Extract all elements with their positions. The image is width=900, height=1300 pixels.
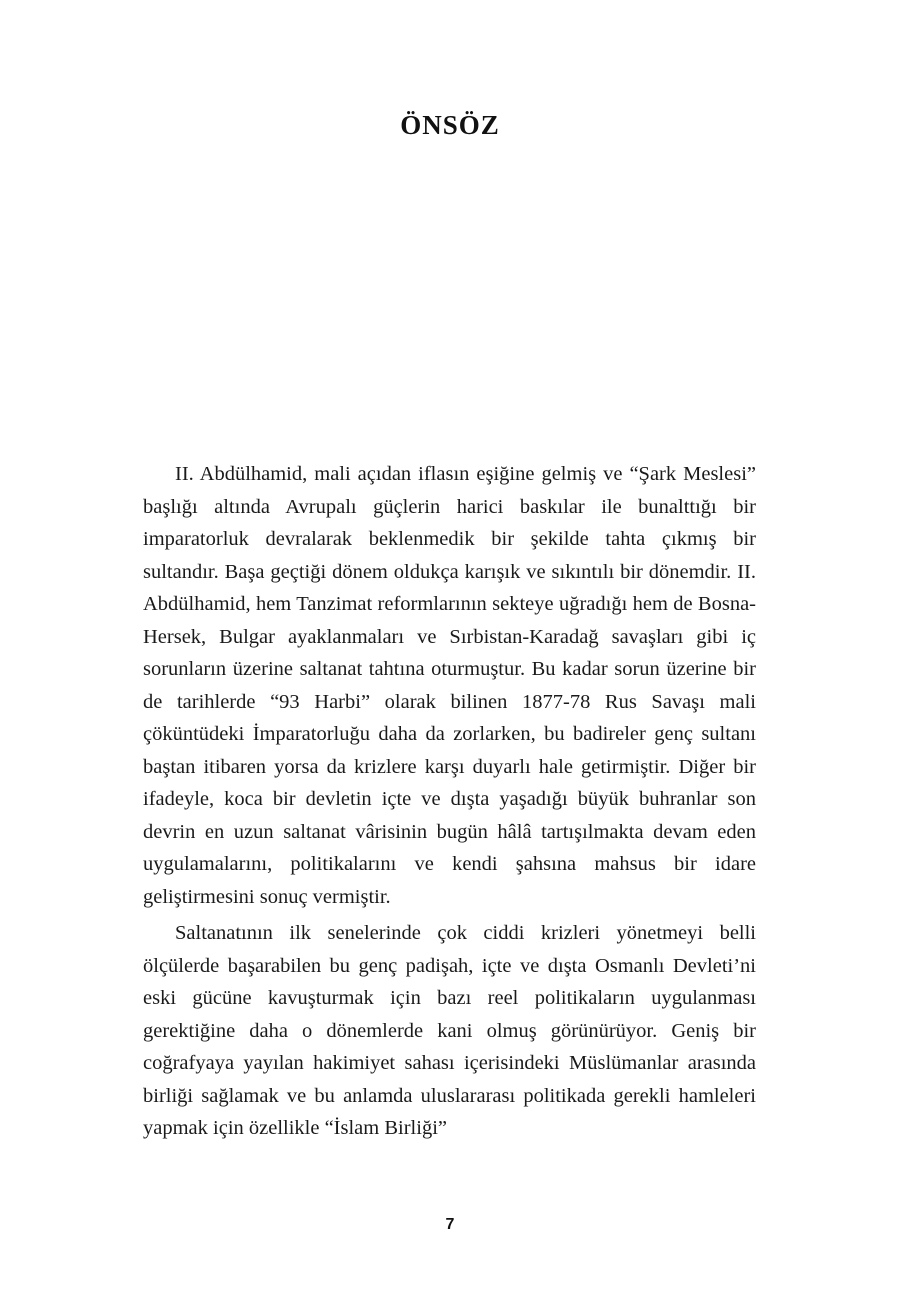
paragraph-1: II. Abdülhamid, mali açıdan iflasın eşiğine gelmiş ve “Şark Meslesi” başlığı altında Avrupalı güçlerin harici baskılar ile bunalttığı bir imparatorluk devralarak beklenmedik bir şekilde tahta çıkmış bir sultandır. Başa geçtiği dönem oldukça karışık ve sıkıntılı bir dönemdir. II. Abdülhamid, hem Tanzimat reformlarının sekteye uğradığı hem de Bosna-Hersek, Bulgar ayaklanmaları ve Sırbistan-Karadağ savaşları gibi iç sorunların üzerine saltanat tahtına oturmuştur. Bu kadar sorun üzerine bir de tarihlerde “93 Harbi” olarak bilinen 1877-78 Rus Savaşı mali çöküntüdeki İmparatorluğu daha da zorlarken, bu badireler genç sultanı baştan itibaren yorsa da krizlere karşı duyarlı hale getirmiştir. Diğer bir ifadeyle, koca bir devletin içte ve dışta yaşadığı büyük buhranlar son devrin en uzun saltanat vârisinin bugün hâlâ tartışılmakta devam eden uygulamalarını, politikalarını ve kendi şahsına mahsus bir idare geliştirmesini sonuç vermiştir. xyxy=(143,463,756,908)
paragraph-2: Saltanatının ilk senelerinde çok ciddi krizleri yönetmeyi belli ölçülerde başarabilen bu genç padişah, içte ve dışta Osmanlı Devleti’ni eski gücüne kavuşturmak için bazı reel politikaların uygulanması gerektiğine daha o dönemlerde kani olmuş görünürüyor. Geniş bir coğrafyaya yayılan hakimiyet sahası içerisindeki Müslümanlar arasında birliği sağlamak ve bu anlamda uluslararası politikada gerekli hamleleri yapmak için özellikle “İslam Birliği” xyxy=(143,922,756,1139)
page-number: 7 xyxy=(445,1216,455,1233)
body-text xyxy=(143,458,756,1145)
page-title: ÖNSÖZ xyxy=(400,110,500,140)
